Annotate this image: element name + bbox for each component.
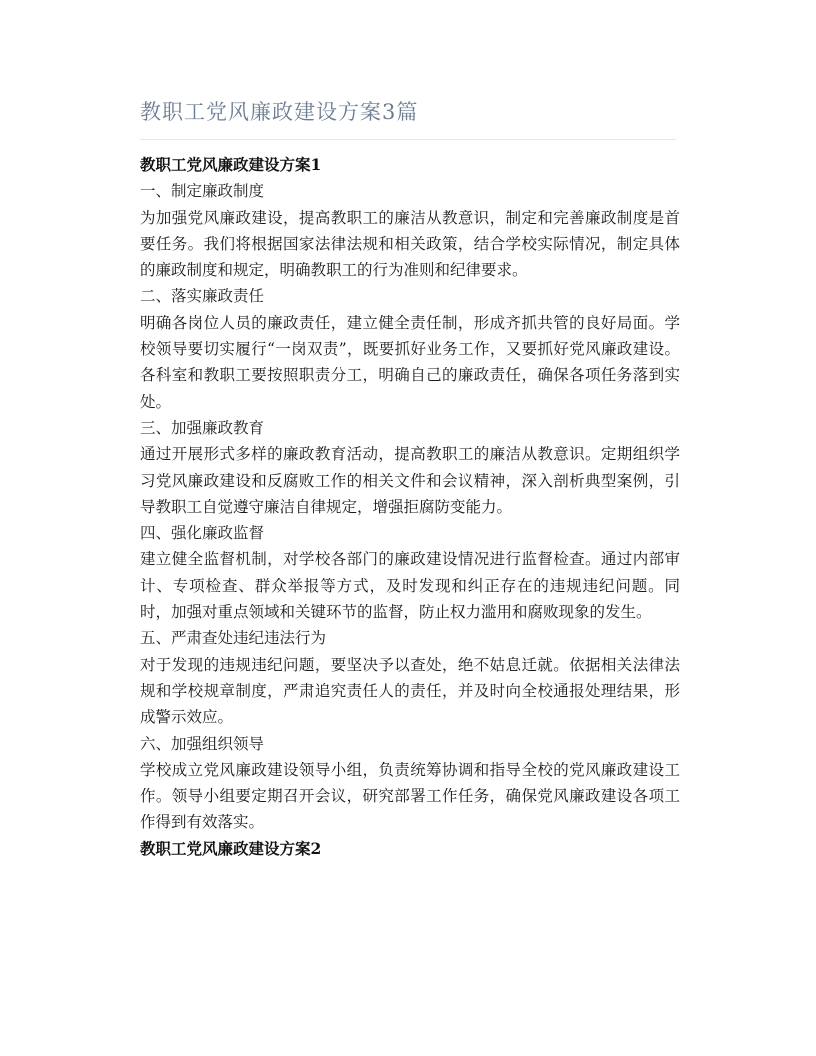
document-title: 教职工党风廉政建设方案3篇 [140, 100, 419, 124]
paragraph: 学校成立党风廉政建设领导小组，负责统筹协调和指导全校的党风廉政建设工作。领导小组要定期召开会议，研究部署工作任务，确保党风廉政建设各项工作得到有效落实。 [140, 760, 680, 832]
item-heading: 一、制定廉政制度 [140, 182, 265, 201]
paragraph: 通过开展形式多样的廉政教育活动，提高教职工的廉洁从教意识。定期组织学习党风廉政建设和反腐败工作的相关文件和会议精神，深入剖析典型案例，引导教职工自觉遵守廉洁自律规定，增强拒腐防变能力。 [140, 445, 680, 516]
section-heading: 教职工党风廉政建设方案1 [140, 155, 322, 174]
paragraph: 为加强党风廉政建设，提高教职工的廉洁从教意识，制定和完善廉政制度是首要任务。我们将根据国家法律法规和相关政策，结合学校实际情况，制定具体的廉政制度和规定，明确教职工的行为准则和纪律要求。 [140, 208, 680, 280]
item-heading: 四、强化廉政监督 [140, 524, 265, 543]
item-heading: 三、加强廉政教育 [140, 418, 265, 437]
paragraph: 对于发现的违规违纪问题，要坚决予以查处，绝不姑息迁就。依据相关法律法规和学校规章制度，严肃追究责任人的责任，并及时向全校通报处理结果，形成警示效应。 [140, 655, 680, 727]
item-heading: 五、严肃查处违纪违法行为 [140, 629, 327, 648]
paragraph: 建立健全监督机制，对学校各部门的廉政建设情况进行监督检查。通过内部审计、专项检查、群众举报等方式，及时发现和纠正存在的违规违纪问题。同时，加强对重点领域和关键环节的监督，防止权力滥用和腐败现象的发生。 [140, 550, 680, 622]
title-divider [140, 139, 676, 140]
item-heading: 二、落实廉政责任 [140, 287, 265, 306]
section-heading: 教职工党风廉政建设方案2 [140, 838, 322, 858]
document-body [140, 152, 680, 862]
paragraph: 明确各岗位人员的廉政责任，建立健全责任制，形成齐抓共管的良好局面。学校领导要切实履行“一岗双责”，既要抓好业务工作，又要抓好党风廉政建设。各科室和教职工要按照职责分工，明确自己的廉政责任，确保各项任务落到实处。 [140, 313, 680, 411]
item-heading: 六、加强组织领导 [140, 734, 265, 753]
